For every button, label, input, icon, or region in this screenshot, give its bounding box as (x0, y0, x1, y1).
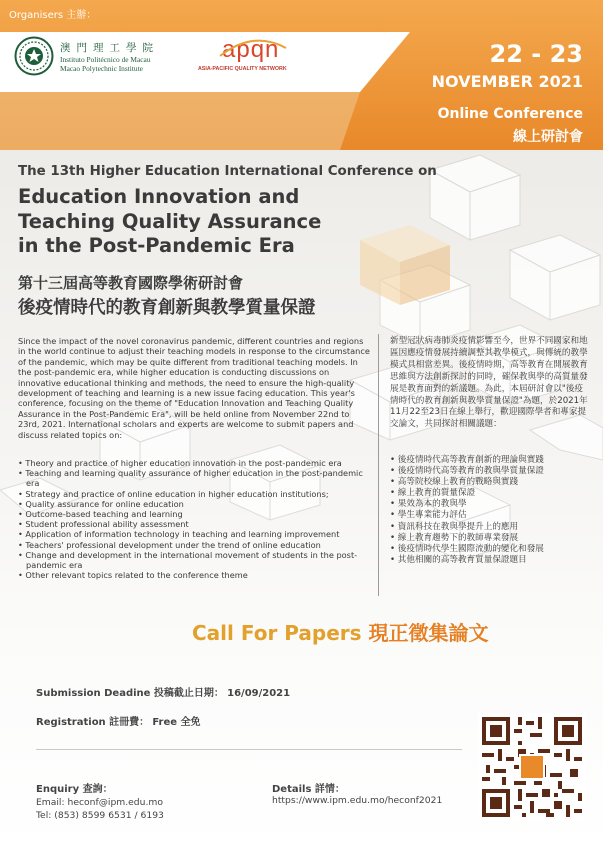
enquiry-email[interactable]: Email: heconf@ipm.edu.mo (36, 797, 163, 808)
details-link[interactable]: https://www.ipm.edu.mo/heconf2021 (272, 795, 443, 806)
topic-item-en: • Student professional ability assessment (18, 519, 189, 530)
conference-date-month: NOVEMBER 2021 (431, 72, 583, 91)
topic-item-en: • Strategy and practice of online education in higher education institutions; (18, 488, 329, 499)
call-for-papers-heading (192, 617, 489, 646)
topic-item-en: • Other relevant topics related to the conference theme (18, 570, 248, 581)
ipm-name-zh: 澳門理工學院 (60, 42, 159, 54)
topic-item-zh: • 其他相關的高等教育質量保證題目 (390, 554, 527, 565)
enquiry-phone: Tel: (853) 8599 6531 / 6193 (36, 810, 164, 821)
topic-item-en: • Theory and practice of higher education innovation in the post-pandemic era (18, 458, 342, 468)
registration-value: Free 全免 (152, 717, 201, 728)
conference-title-zh-line-2: 後疫情時代的教育創新與教學質量保證 (18, 298, 316, 318)
topic-item-zh: • 果效為本的教與學 (390, 499, 467, 510)
call-for-papers-en: Call For Papers (192, 621, 362, 645)
ipm-name-pt: Instituto Politécnico de Macau (60, 55, 151, 64)
conference-title-zh-line-1: 第十三屆高等教育國際學術研討會 (18, 274, 244, 292)
topic-item-zh: • 資訊科技在教與學提升上的應用 (390, 521, 519, 532)
conference-subtitle: The 13th Higher Education International Conference on (18, 164, 437, 179)
conference-date-days: 22 - 23 (489, 40, 583, 68)
apqn-swoosh-icon (218, 34, 288, 66)
online-conference-zh: 線上研討會 (513, 129, 583, 145)
topic-item-zh: • 線上教育趨勢下的教師專業發展 (390, 532, 519, 543)
title-line-2: Teaching Quality Assurance (18, 209, 322, 233)
column-divider (378, 334, 379, 596)
footer-divider (36, 749, 462, 750)
title-line-1: Education Innovation and (18, 185, 300, 208)
topic-item-zh: • 高等院校線上教育的戰略與實踐 (390, 477, 519, 488)
intro-paragraph-en: Since the impact of the novel coronavirus pandemic, different countries and regions in the world continue to adjust their teaching models in response to the circumstance of the pandemic, which may be quite different from traditional teaching models. In the post-pandemic era, while higher education is conducting discussions on innovative educational thinking and methods, the need to ensure the high-quality development of teaching and learning is a new issue facing education. This year's conference, focusing on the theme of "Education Innovation and Teaching Quality Assurance in the Post-Pandemic Era", will be held online from November 22nd to 23rd, 2021. International scholars and experts are welcome to submit papers and discuss related topics on: (18, 336, 370, 440)
topic-item-en: • Quality assurance for online education (18, 498, 184, 509)
enquiry-title: Enquiry 查詢： (36, 784, 113, 795)
topic-item-zh: • 線上教育的質量保證 (390, 488, 476, 499)
organisers-label: Organisers 主辦： (9, 10, 97, 21)
topic-item-en: • Outcome-based teaching and learning (18, 509, 183, 520)
details-title: Details 詳情： (272, 784, 345, 795)
apqn-tagline: ASIA-PACIFIC QUALITY NETWORK (198, 66, 287, 72)
submission-deadline (36, 684, 290, 699)
submission-label: Submission Deadine 投稿截止日期： (36, 688, 224, 699)
topic-item-en: • Application of information technology in teaching and learning improvement (18, 529, 340, 540)
registration-fee (36, 713, 201, 728)
topic-item-en: • Teaching and learning quality assurance of higher education in the post-pandemic era (18, 468, 363, 489)
ipm-emblem-icon (14, 36, 54, 76)
topic-item-zh: • 後疫情時代高等教育的教與學質量保證 (390, 466, 544, 477)
title-line-3: in the Post-Pandemic Era (18, 234, 295, 257)
apqn-logo: apqn (222, 36, 280, 63)
topic-item-zh: • 後疫情時代高等教育創新的理論與實踐 (390, 455, 544, 465)
intro-paragraph-zh: 新型冠狀病毒肺炎疫情影響至今，世界不同國家和地區因應疫情發展持續調整其教學模式，與傳統的教學模式具相當差異。後疫情時期，高等教育在開展教育思維與方法創新探討的同時，確保教與學的高質量發展是教育面對的新議題。為此，本屆研討會以"後疫情時代的教育創新與教學質量保證"為題，於2021年11月22至23日在線上舉行，歡迎國際學者和專家提交論文，共同探討相關議題： (390, 336, 588, 430)
submission-date: 16/09/2021 (227, 688, 291, 699)
topic-item-zh: • 學生專業能力評估 (390, 510, 467, 521)
topic-item-en: • Teachers' professional development under the trend of online education (18, 539, 321, 550)
topic-item-zh: • 後疫情時代學生國際流動的變化和發展 (390, 543, 544, 554)
topic-item-en: • Change and development in the international movement of students in the post-pandemic era (18, 549, 358, 571)
online-conference-en: Online Conference (437, 106, 583, 122)
topics-list-en (18, 458, 370, 580)
ipm-name-en: Macao Polytechnic Institute (60, 64, 143, 73)
topics-list-zh (390, 455, 595, 566)
conference-title (18, 185, 321, 259)
call-for-papers-zh: 現正徵集論文 (368, 621, 489, 645)
qr-code-icon[interactable] (478, 713, 586, 821)
registration-label: Registration 註冊費： (36, 717, 150, 728)
